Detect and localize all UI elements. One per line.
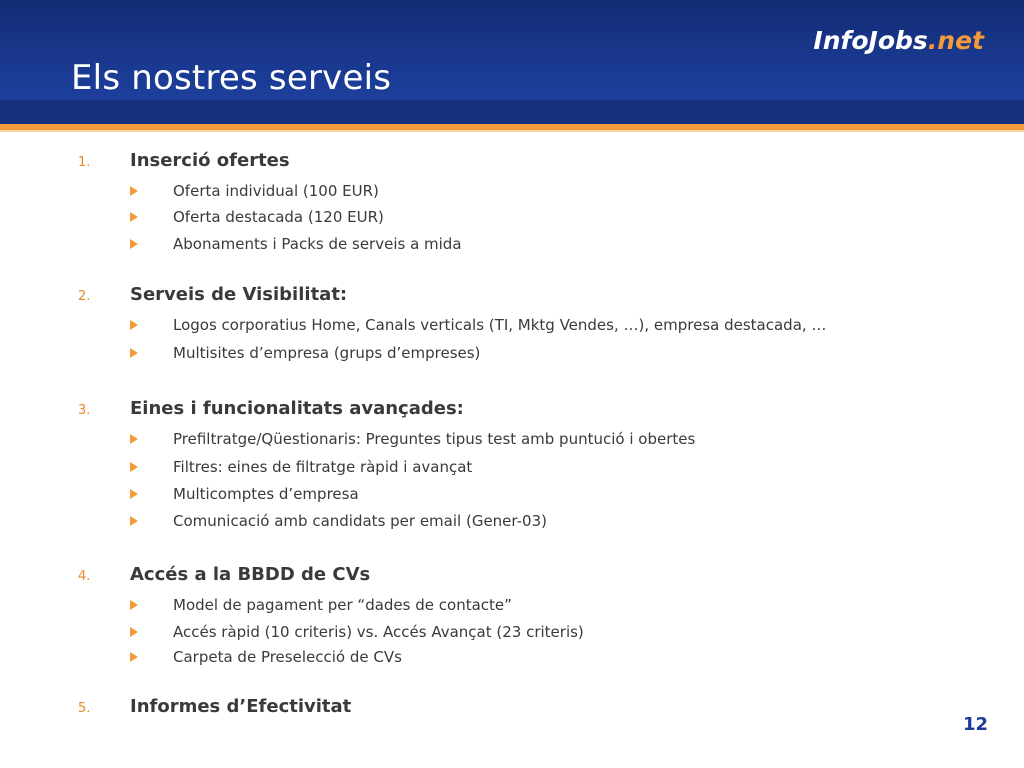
section-heading	[78, 694, 978, 724]
section-heading	[78, 562, 978, 592]
services-list	[78, 148, 978, 724]
list-item	[78, 644, 978, 670]
bullet-arrow-icon	[130, 600, 138, 610]
section-heading	[78, 148, 978, 178]
list-item-text: Accés ràpid (10 criteris) vs. Accés Avançat (23 criteris)	[173, 623, 584, 641]
list-item-text: Oferta individual (100 EUR)	[173, 182, 379, 200]
list-item	[78, 312, 978, 340]
section-number: 2.	[78, 289, 91, 304]
header-divider-light	[0, 130, 1024, 132]
section-number: 4.	[78, 569, 91, 584]
list-item	[78, 231, 978, 257]
logo-suffix: .net	[927, 26, 984, 55]
list-item	[78, 481, 978, 508]
list-item-text: Comunicació amb candidats per email (Gener-03)	[173, 512, 547, 530]
list-item	[78, 592, 978, 619]
list-item	[78, 204, 978, 231]
list-item-text: Carpeta de Preselecció de CVs	[173, 648, 402, 666]
list-item-text: Prefiltratge/Qüestionaris: Preguntes tipus test amb puntució i obertes	[173, 430, 696, 448]
bullet-arrow-icon	[130, 516, 138, 526]
section-2	[78, 282, 978, 366]
section-3	[78, 396, 978, 534]
bullet-arrow-icon	[130, 462, 138, 472]
bullet-arrow-icon	[130, 186, 138, 196]
list-item	[78, 178, 978, 204]
section-title: Accés a la BBDD de CVs	[130, 564, 371, 585]
section-title: Informes d’Efectivitat	[130, 696, 352, 717]
list-item	[78, 340, 978, 366]
list-item-text: Abonaments i Packs de serveis a mida	[173, 235, 462, 253]
section-number: 3.	[78, 403, 91, 418]
bullet-arrow-icon	[130, 239, 138, 249]
section-5	[78, 694, 978, 724]
list-item	[78, 454, 978, 481]
list-item-text: Model de pagament per “dades de contacte”	[173, 596, 512, 614]
list-item-text: Multisites d’empresa (grups d’empreses)	[173, 344, 481, 362]
section-heading	[78, 396, 978, 426]
section-4	[78, 562, 978, 670]
bullet-arrow-icon	[130, 489, 138, 499]
slide-header	[0, 0, 1024, 124]
section-heading	[78, 282, 978, 312]
bullet-arrow-icon	[130, 434, 138, 444]
list-item	[78, 426, 978, 454]
section-number: 1.	[78, 155, 91, 170]
bullet-arrow-icon	[130, 320, 138, 330]
section-title: Inserció ofertes	[130, 150, 290, 171]
page-number: 12	[962, 714, 988, 735]
list-item-text: Filtres: eines de filtratge ràpid i avançat	[173, 458, 473, 476]
bullet-arrow-icon	[130, 627, 138, 637]
section-title: Serveis de Visibilitat:	[130, 284, 348, 305]
list-item	[78, 508, 978, 534]
bullet-arrow-icon	[130, 348, 138, 358]
list-item-text: Multicomptes d’empresa	[173, 485, 359, 503]
slide-title: Els nostres serveis	[71, 58, 392, 98]
logo-main: InfoJobs	[813, 26, 928, 55]
list-item-text: Oferta destacada (120 EUR)	[173, 208, 384, 226]
section-1	[78, 148, 978, 257]
list-item-text: Logos corporatius Home, Canals verticals (TI, Mktg Vendes, …), empresa destacada, …	[173, 316, 827, 334]
infojobs-logo	[813, 24, 984, 58]
list-item	[78, 619, 978, 644]
bullet-arrow-icon	[130, 652, 138, 662]
bullet-arrow-icon	[130, 212, 138, 222]
section-title: Eines i funcionalitats avançades:	[130, 398, 464, 419]
section-number: 5.	[78, 701, 91, 716]
